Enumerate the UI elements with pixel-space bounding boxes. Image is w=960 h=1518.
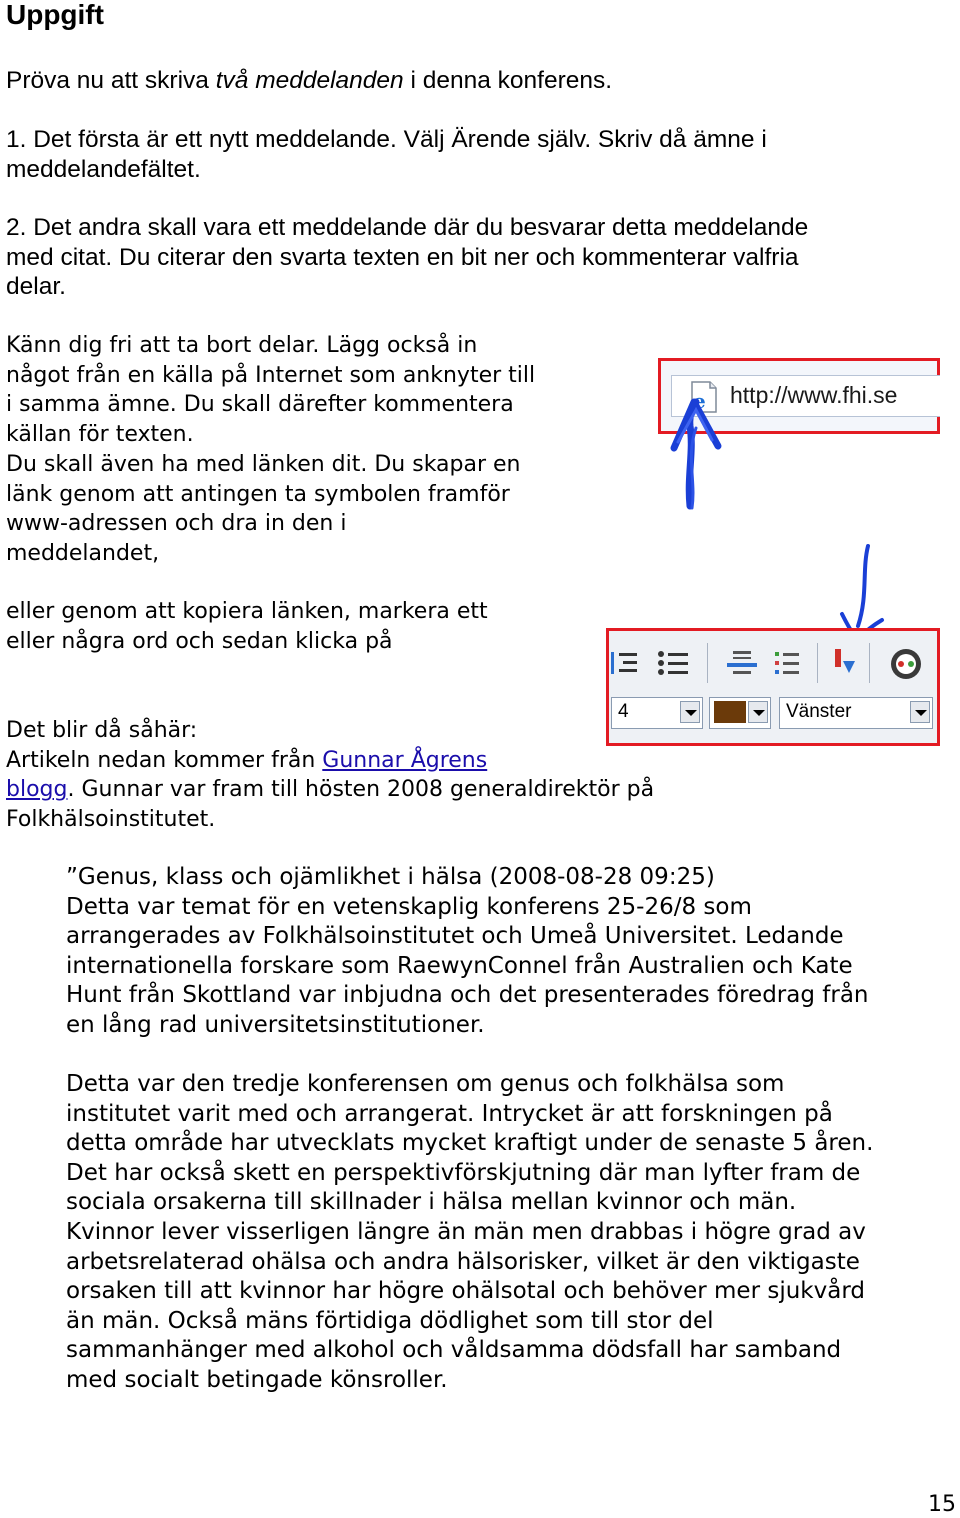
numbered-list-icon[interactable] <box>775 649 801 677</box>
quote-line: ”Genus, klass och ojämlikhet i hälsa (2008-08-28 09:25) <box>66 864 715 890</box>
quote-line: en lång rad universitetsinstitutioner. <box>66 1011 485 1038</box>
step-1-line-2: meddelandefältet. <box>6 155 201 183</box>
quote-line: sammanhänger med alkohol och våldsamma dödsfall har samband <box>66 1337 842 1364</box>
instruction-line: något från en källa på Internet som anknyter till <box>6 362 536 388</box>
step-2 <box>6 213 808 302</box>
horizontal-rule-icon[interactable] <box>727 649 757 677</box>
step-2-line-3: delar. <box>6 273 66 300</box>
quote-line: orsaken till att kvinnor har högre ohälsotal och behöver mer sjukvård <box>66 1278 865 1305</box>
quote-line: arrangerades av Folkhälsoinstitutet och Umeå Universitet. Ledande <box>66 923 844 950</box>
page-number: 15 <box>928 1492 956 1517</box>
toolbar-screenshot <box>606 540 940 755</box>
bullet-list-icon[interactable] <box>657 649 689 677</box>
quote-line: internationella forskare som RaewynConnel från Australien och Kate <box>66 952 853 979</box>
font-size-value: 4 <box>618 701 629 722</box>
color-swatch <box>714 701 746 723</box>
alternative-paragraph <box>6 597 488 656</box>
blog-link[interactable]: Gunnar Ågrens <box>322 747 488 773</box>
step-2-line-1: 2. Det andra skall vara ett meddelande där du besvarar detta meddelande <box>6 214 809 241</box>
address-bar-screenshot <box>656 356 940 516</box>
result-line-3-text: . Gunnar var fram till hösten 2008 generaldirektör på <box>67 777 655 803</box>
result-line-3 <box>6 775 654 805</box>
step-2-line-2: med citat. Du citerar den svarta texten en bit ner och kommenterar valfria <box>6 243 799 271</box>
alternative-line: eller genom att kopiera länken, markera ett <box>6 599 488 624</box>
step-1-line-1: 1. Det första är ett nytt meddelande. Välj Ärende själv. Skriv då ämne i <box>6 126 767 153</box>
quote-line: Detta var den tredje konferensen om genus och folkhälsa som <box>66 1071 785 1097</box>
blog-link-continued[interactable]: blogg <box>6 777 68 803</box>
intro-before: Pröva nu att skriva <box>6 67 216 94</box>
chevron-down-icon[interactable] <box>748 701 768 723</box>
toolbar-divider <box>869 643 870 683</box>
quote-paragraph-2 <box>66 1070 873 1396</box>
chevron-down-icon[interactable] <box>680 701 700 723</box>
instruction-line: Känn dig fri att ta bort delar. Lägg också in <box>6 333 478 358</box>
result-line-1: Det blir då såhär: <box>6 718 198 743</box>
highlight-frame <box>606 628 940 746</box>
quote-line: än män. Också mäns förtidiga dödlighet som till stor del <box>66 1307 714 1334</box>
instruction-line: Du skall även ha med länken dit. Du skapar en <box>6 451 521 477</box>
address-text: http://www.fhi.se <box>730 382 898 408</box>
indent-list-icon[interactable] <box>611 649 641 677</box>
alignment-select[interactable] <box>779 697 933 729</box>
special-char-icon[interactable] <box>889 647 923 681</box>
quote-line: detta område har utvecklats mycket kraftigt under de senaste 5 åren. <box>66 1130 874 1157</box>
chevron-down-icon[interactable] <box>910 701 930 723</box>
quote-paragraph-1 <box>66 863 869 1041</box>
quote-line: sociala orsakerna till skillnader i hälsa mellan kvinnor och män. <box>66 1189 797 1216</box>
color-select[interactable] <box>709 697 771 729</box>
instruction-line: i samma ämne. Du skall därefter kommentera <box>6 392 514 418</box>
instruction-line: meddelandet, <box>6 540 160 566</box>
quote-line: Det har också skett en perspektivförskjutning där man lyfter fram de <box>66 1159 861 1186</box>
toolbar-divider <box>707 643 708 683</box>
svg-text:e: e <box>693 389 706 413</box>
result-paragraph <box>6 716 654 835</box>
result-line-2 <box>6 746 654 776</box>
result-line-2-text: Artikeln nedan kommer från <box>6 747 323 773</box>
result-line-4: Folkhälsoinstitutet. <box>6 807 216 833</box>
step-1 <box>6 125 767 184</box>
intro-emphasis: två meddelanden <box>215 67 404 94</box>
quote-line: Kvinnor lever visserligen längre än män men drabbas i högre grad av <box>66 1218 866 1245</box>
instruction-line: länk genom att antingen ta symbolen framför <box>6 481 510 507</box>
quote-line: institutet varit med och arrangerat. Intrycket är att forskningen på <box>66 1100 833 1127</box>
alignment-value: Vänster <box>786 701 852 722</box>
quote-line: Hunt från Skottland var inbjudna och det presenterades föredrag från <box>66 982 869 1009</box>
alternative-line: eller några ord och sedan klicka på <box>6 628 393 654</box>
quote-line: arbetsrelaterad ohälsa och andra hälsorisker, vilket är den viktigaste <box>66 1248 860 1275</box>
intro-after: i denna konferens. <box>403 67 613 94</box>
instructions-paragraph <box>6 331 535 569</box>
instruction-line: www-adressen och dra in den i <box>6 511 347 537</box>
toolbar-divider <box>817 643 818 683</box>
toolbar-row <box>609 635 937 689</box>
quote-line: Detta var temat för en vetenskaplig konferens 25-26/8 som <box>66 893 752 920</box>
intro-text <box>6 66 612 96</box>
quote-line: med socialt betingade könsroller. <box>66 1366 448 1393</box>
instruction-line: källan för texten. <box>6 422 194 448</box>
blue-arrow-icon <box>656 356 940 516</box>
insert-link-icon[interactable] <box>831 647 857 679</box>
page-heading: Uppgift <box>6 0 104 30</box>
font-size-select[interactable] <box>611 697 703 729</box>
